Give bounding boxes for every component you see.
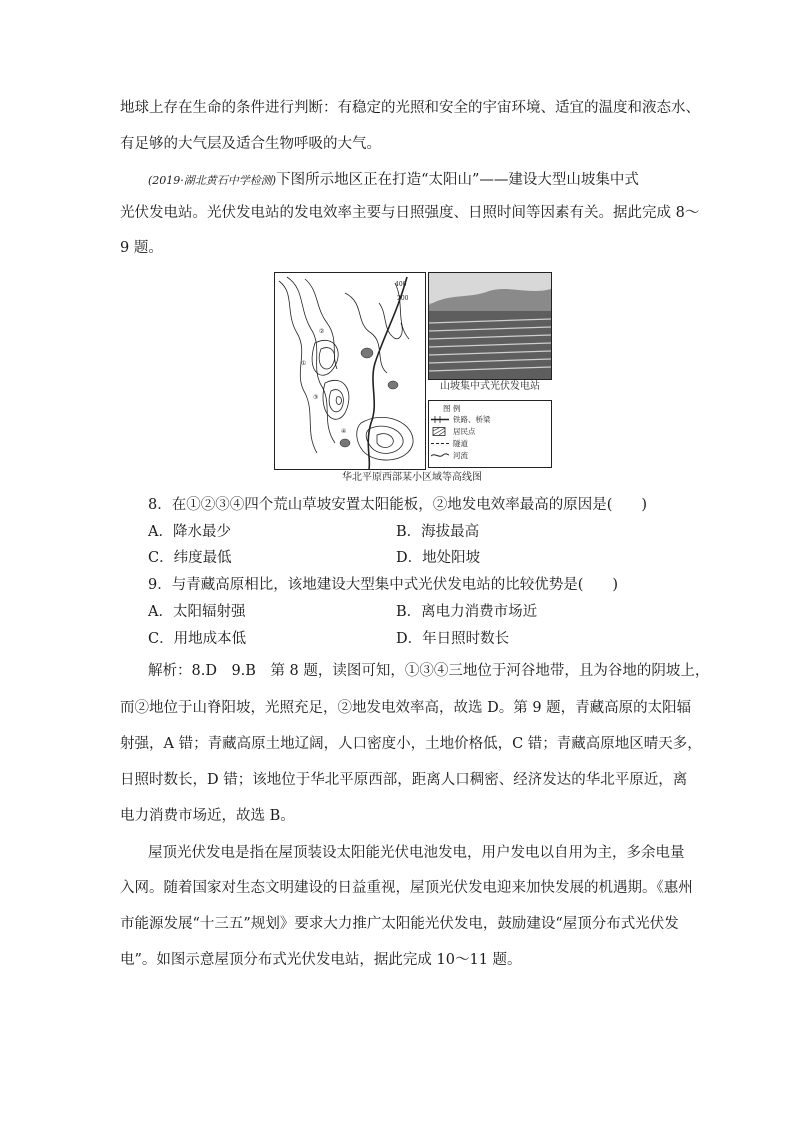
map-legend (428, 400, 552, 468)
question-stem: 9．与青藏高原相比，该地建设大型集中式光伏发电站的比较优势是( ) (148, 577, 619, 593)
legend-item: 铁路、桥梁 (431, 414, 549, 425)
railway-icon (431, 415, 449, 424)
legend-item: 居民点 (431, 426, 549, 437)
paragraph-line: 9 题。 (120, 240, 163, 256)
paragraph-line: 入网。随着国家对生态文明建设的日益重视，屋顶光伏发电迎来加快发展的机遇期。《惠州 (120, 880, 693, 896)
river-icon (431, 451, 449, 460)
paragraph-text: 下图所示地区正在打造“太阳山”——建设大型山坡集中式 (276, 172, 639, 188)
paragraph-line: 地球上存在生命的条件进行判断：有稳定的光照和安全的宇宙环境、适宜的温度和液态水、 (120, 100, 700, 116)
contour-lines (275, 273, 425, 469)
source-citation: (2019·湖北黄石中学检测) (148, 174, 277, 187)
contour-map (274, 272, 426, 470)
point-label: ② (319, 328, 325, 335)
option-c: C．用地成本低 (148, 631, 247, 647)
figure (274, 272, 550, 490)
point-label: ③ (313, 394, 319, 401)
analysis-line: 射强，A 错；青藏高原土地辽阔，人口密度小，土地价格低，C 错；青藏高原地区晴天多， (120, 736, 702, 752)
contour-label: 400 (395, 281, 407, 288)
option-d: D．年日照时数长 (396, 631, 510, 647)
analysis-line: 解析：8.D 9.B 第 8 题，读图可知，①③④三地位于河谷地带，且为谷地的阴坡上， (148, 663, 710, 679)
paragraph-line (148, 170, 708, 191)
option-a: A．太阳辐射强 (148, 604, 246, 620)
settlement-icon (431, 427, 449, 436)
option-a: A．降水最少 (148, 524, 231, 540)
option-d: D．地处阳坡 (396, 550, 481, 566)
analysis-line: 而②地位于山脊阳坡，光照充足，②地发电效率高，故选 D。第 9 题，青藏高原的太阳辐 (120, 700, 692, 716)
option-b: B．离电力消费市场近 (396, 604, 538, 620)
paragraph-line: 电”。如图示意屋顶分布式光伏发电站，据此完成 10～11 题。 (120, 952, 522, 968)
legend-item: 隧道 (431, 438, 549, 449)
legend-title: 图 例 (443, 404, 461, 413)
paragraph-line: 屋顶光伏发电是指在屋顶装设太阳能光伏电池发电，用户发电以自用为主，多余电量 (148, 845, 685, 861)
option-b: B．海拔最高 (396, 524, 480, 540)
contour-label: 200 (397, 295, 409, 302)
paragraph-line: 有足够的大气层及适合生物呼吸的大气。 (120, 136, 381, 152)
analysis-line: 日照时数长，D 错；该地位于华北平原西部，距离人口稠密、经济发达的华北平原近，离 (120, 772, 688, 788)
paragraph-line: 光伏发电站。光伏发电站的发电效率主要与日照强度、日照时间等因素有关。据此完成 8～ (120, 205, 700, 221)
analysis-line: 电力消费市场近，故选 B。 (120, 808, 295, 824)
point-label: ① (301, 360, 307, 367)
solar-station-photo (428, 272, 552, 380)
point-label: ④ (341, 428, 347, 435)
photo-caption: 山坡集中式光伏发电站 (440, 381, 540, 392)
paragraph-line: 市能源发展“十三五”规划》要求大力推广太阳能光伏发电，鼓励建设“屋顶分布式光伏发 (120, 916, 679, 932)
tunnel-icon (431, 439, 449, 448)
map-caption: 华北平原西部某小区域等高线图 (342, 472, 482, 483)
legend-item: 河流 (431, 450, 549, 461)
option-c: C．纬度最低 (148, 550, 232, 566)
question-stem: 8．在①②③④四个荒山草坡安置太阳能板，②地发电效率最高的原因是( ) (148, 497, 648, 513)
